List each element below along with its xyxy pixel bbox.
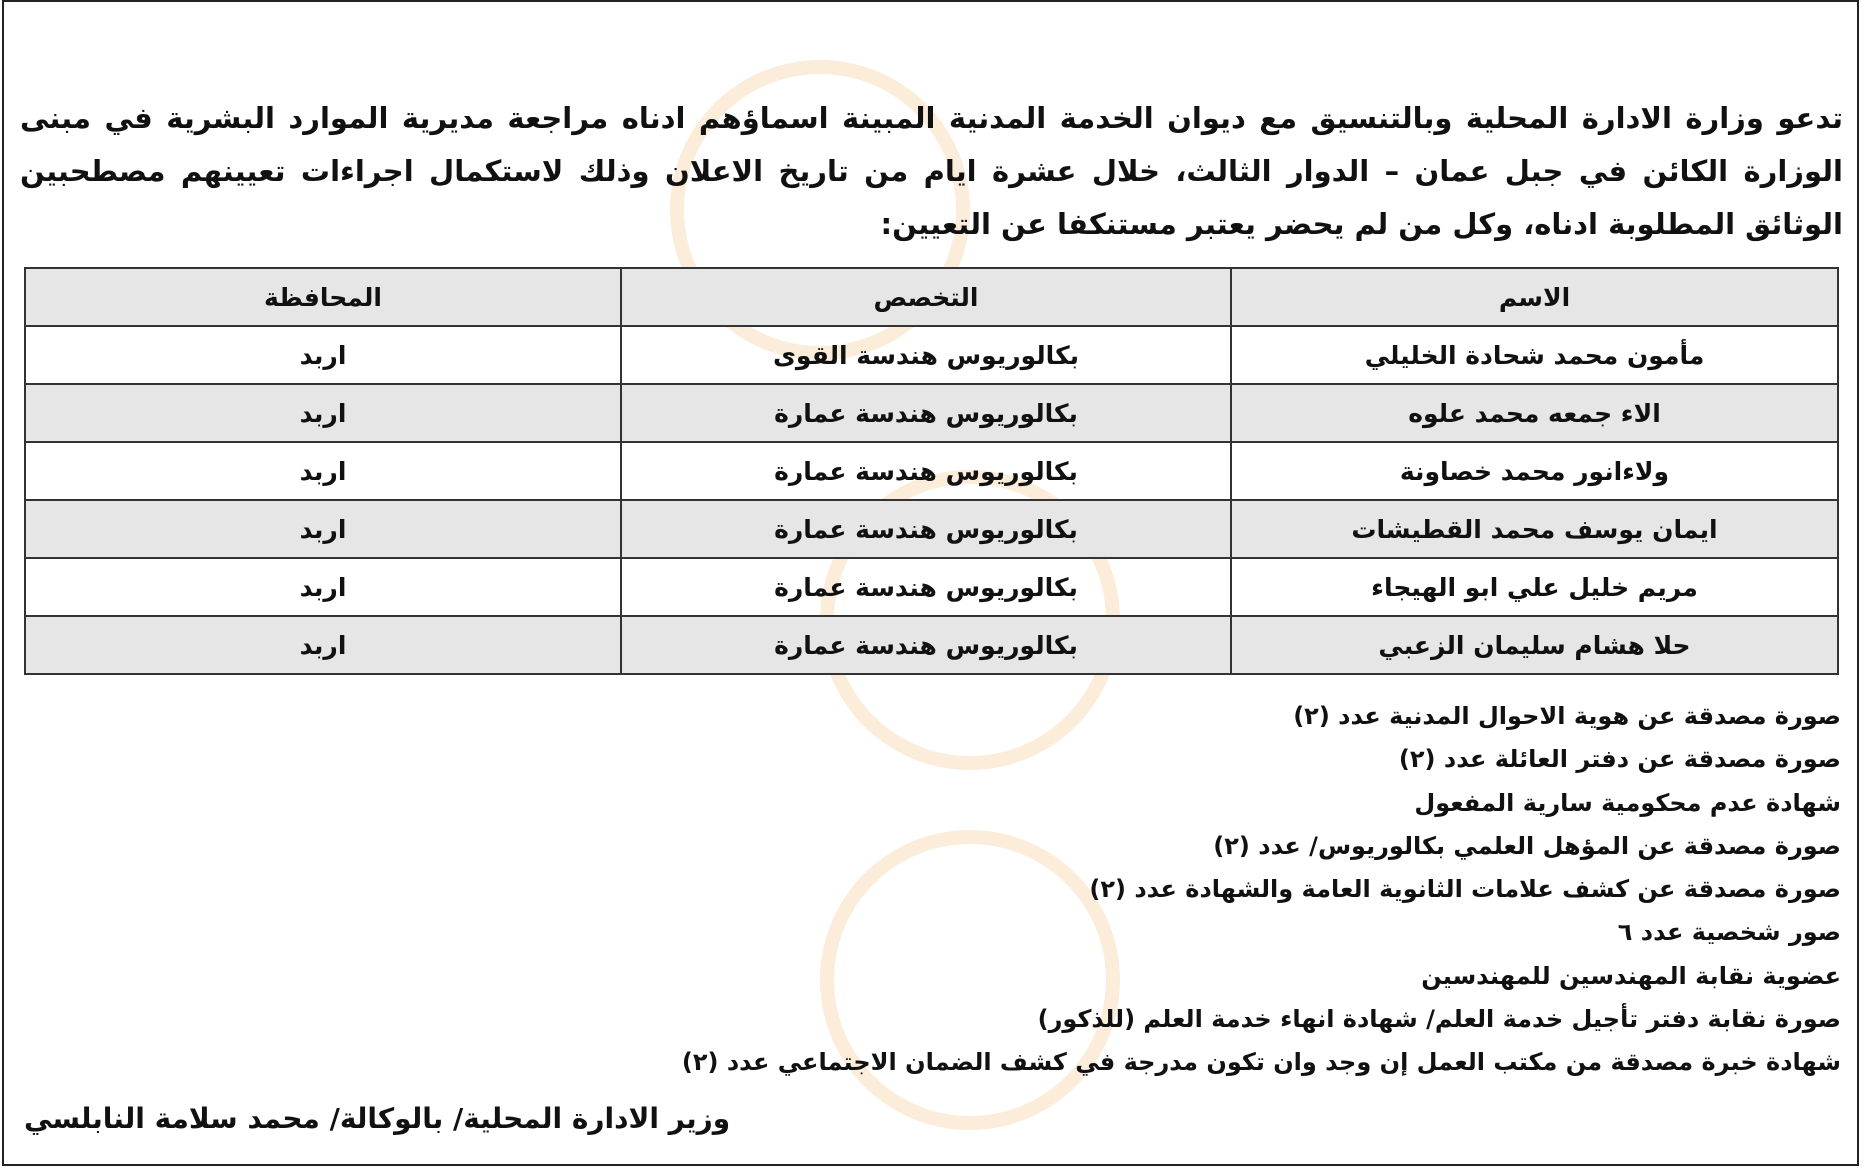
cell-name: مريم خليل علي ابو الهيجاء (1231, 558, 1838, 616)
cell-specialization: بكالوريوس هندسة عمارة (621, 500, 1231, 558)
document-item: صورة مصدقة عن دفتر العائلة عدد (٢) (1398, 745, 1841, 774)
cell-governorate: اربد (25, 616, 621, 674)
cell-name: ولاءانور محمد خصاونة (1231, 442, 1838, 500)
document-item: عضوية نقابة المهندسين للمهندسين (1421, 961, 1841, 990)
document-item: شهادة خبرة مصدقة من مكتب العمل إن وجد وان تكون مدرجة في كشف الضمان الاجتماعي عدد (٢) (681, 1048, 1841, 1077)
appointees-table (24, 267, 1839, 675)
table-row (25, 500, 1838, 558)
announcement-intro: تدعو وزارة الادارة المحلية وبالتنسيق مع ديوان الخدمة المدنية المبينة اسماؤهم ادناه مراجعة مديرية الموارد البشرية في مبنى الوزارة الكائن في جبل عمان – الدوار الثالث، خلال عشرة ايام من تاريخ الاعلان وذلك لاستكمال اجراءات تعيينهم مصطحبين الوثائق المطلوبة ادناه، وكل من لم يحضر يعتبر مستنكفا عن التعيين: (20, 101, 1843, 241)
minister-signature: وزير الادارة المحلية/ بالوكالة/ محمد سلامة النابلسي (24, 1102, 731, 1135)
table-header-row (25, 268, 1838, 326)
cell-specialization: بكالوريوس هندسة القوى (621, 326, 1231, 384)
header-governorate: المحافظة (25, 268, 621, 326)
cell-name: الاء جمعه محمد علوه (1231, 384, 1838, 442)
cell-governorate: اربد (25, 326, 621, 384)
cell-governorate: اربد (25, 442, 621, 500)
table-row (25, 384, 1838, 442)
document-item: صورة مصدقة عن هوية الاحوال المدنية عدد (٢) (1293, 702, 1841, 730)
cell-specialization: بكالوريوس هندسة عمارة (621, 384, 1231, 442)
cell-specialization: بكالوريوس هندسة عمارة (621, 558, 1231, 616)
cell-governorate: اربد (25, 384, 621, 442)
cell-specialization: بكالوريوس هندسة عمارة (621, 442, 1231, 500)
header-name: الاسم (1231, 268, 1838, 326)
cell-governorate: اربد (25, 500, 621, 558)
header-specialization: التخصص (621, 268, 1231, 326)
document-item: صورة مصدقة عن كشف علامات الثانوية العامة والشهادة عدد (٢) (1089, 875, 1841, 904)
table-row (25, 616, 1838, 674)
cell-name: مأمون محمد شحادة الخليلي (1231, 326, 1838, 384)
required-documents-list (682, 695, 1841, 1085)
document-item: صورة نقابة دفتر تأجيل خدمة العلم/ شهادة انهاء خدمة العلم (للذكور) (1037, 1005, 1841, 1034)
cell-name: ايمان يوسف محمد القطيشات (1231, 500, 1838, 558)
cell-governorate: اربد (25, 558, 621, 616)
document-item: صورة مصدقة عن المؤهل العلمي بكالوريوس/ عدد (٢) (1213, 831, 1841, 860)
table-row (25, 442, 1838, 500)
cell-specialization: بكالوريوس هندسة عمارة (621, 616, 1231, 674)
cell-name: حلا هشام سليمان الزعبي (1231, 616, 1838, 674)
table-row (25, 326, 1838, 384)
document-item: شهادة عدم محكومية سارية المفعول (1414, 788, 1841, 817)
table-row (25, 558, 1838, 616)
document-item: صور شخصية عدد ٦ (1617, 918, 1841, 947)
